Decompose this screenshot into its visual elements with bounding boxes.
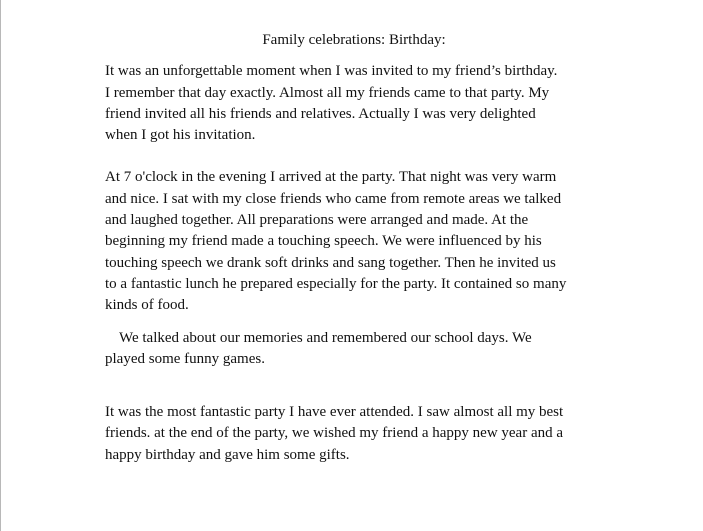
paragraph-line: At 7 o'clock in the evening I arrived at the party. That night was very warm xyxy=(105,169,557,186)
paragraph-3 xyxy=(105,328,625,371)
paragraph-line: and laughed together. All preparations were arranged and made. At the xyxy=(105,212,529,229)
paragraph-4 xyxy=(105,402,625,466)
paragraph-line: when I got his invitation. xyxy=(105,127,256,144)
paragraph-line: and nice. I sat with my close friends who came from remote areas we talked xyxy=(105,190,562,207)
paragraph-line: It was an unforgettable moment when I was invited to my friend’s birthday. xyxy=(105,63,558,80)
paragraph-1 xyxy=(105,61,625,146)
paragraph-line: to a fantastic lunch he prepared especially for the party. It contained so many xyxy=(105,275,567,292)
paragraph-line: I remember that day exactly. Almost all my friends came to that party. My xyxy=(105,84,550,101)
paragraph-line: kinds of food. xyxy=(105,297,189,314)
document-title: Family celebrations: Birthday: xyxy=(262,32,446,48)
document-body xyxy=(105,30,625,466)
paragraph-line: It was the most fantastic party I have ever attended. I saw almost all my best xyxy=(105,404,564,421)
paragraph-line: touching speech we drank soft drinks and sang together. Then he invited us xyxy=(105,254,556,271)
paragraph-line: played some funny games. xyxy=(105,350,265,367)
paragraph-line: We talked about our memories and remembered our school days. We xyxy=(119,329,532,346)
paragraph-2 xyxy=(105,167,625,316)
paragraph-line: happy birthday and gave him some gifts. xyxy=(105,446,350,463)
paragraph-line: friends. at the end of the party, we wished my friend a happy new year and a xyxy=(105,425,564,442)
paragraph-line: friend invited all his friends and relatives. Actually I was very delighted xyxy=(105,105,536,122)
paragraph-line: beginning my friend made a touching speech. We were influenced by his xyxy=(105,233,542,250)
